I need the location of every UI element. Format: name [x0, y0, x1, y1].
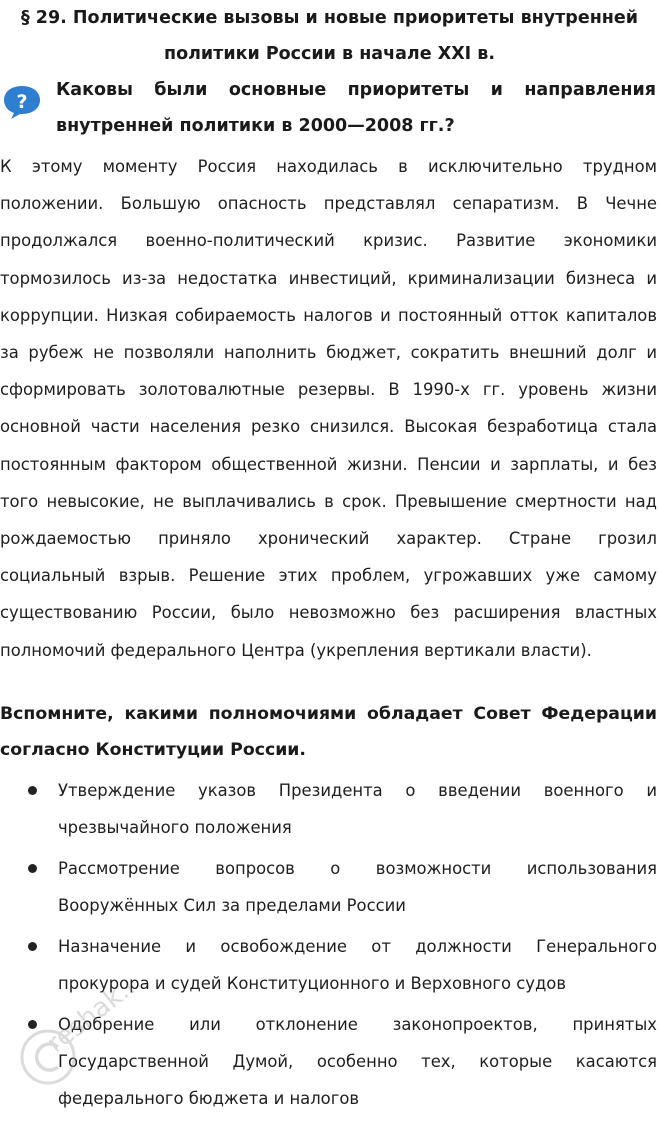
- bullet-icon: [28, 786, 37, 795]
- question-heading: Каковы были основные приоритеты и направления внутренней политики в 2000—2008 гг.?: [56, 80, 656, 136]
- watermark: [14, 985, 149, 1095]
- question-icon: [2, 84, 42, 120]
- watermark-text: reshak.ru: [41, 985, 149, 1060]
- recall-task: Вспомните, какими полномочиями обладает Совет Федерации согласно Конституции России.: [0, 704, 657, 760]
- section-title: [0, 0, 659, 72]
- body-paragraph: К этому моменту Россия находилась в исключительно трудном положении. Большую опасность представлял сепаратизм. В Чечне продолжался военно-политический кризис. Развитие экономики тормозилось из-за недостатка инвестиций, криминализации бизнеса и коррупции. Низкая собираемость налогов и постоянный отток капиталов за рубеж не позволяли наполнить бюджет, сократить внешний долг и сформировать золотовалютные резервы. В 1990-х гг. уровень жизни основной части населения резко снизился. Высокая безработица стала постоянным фактором общественной жизни. Пенсии и зарплаты, и без того невысокие, не выплачивались в срок. Превышение смертности над рождаемостью приняло хронический характер. Стране грозил социальный взрыв. Решение этих проблем, угрожавших уже самому существованию России, было невозможно без расширения властных полномочий федерального Центра (укрепления вертикали власти).: [0, 157, 657, 660]
- bullet-icon: [28, 864, 37, 873]
- section-title-line-1: § 29. Политические вызовы и новые приоритеты внутренней: [20, 8, 639, 28]
- list-item-text: Рассмотрение вопросов о возможности использования Вооружённых Сил за пределами России: [58, 859, 657, 915]
- list-item: [0, 850, 659, 924]
- list-item: [0, 772, 659, 846]
- section-title-line-2: политики России в начале XXI в.: [163, 44, 496, 64]
- bullet-icon: [28, 942, 37, 951]
- svg-text:?: ?: [16, 91, 28, 113]
- list-item-text: Утверждение указов Президента о введении военного и чрезвычайного положения: [58, 781, 657, 837]
- list-item-text: Назначение и освобождение от должности Генерального прокурора и судей Конституционного и Верховного судов: [58, 937, 657, 993]
- list-item-text: Одобрение или отклонение законопроектов, принятых Государственной Думой, особенно тех, которые касаются федерального бюджета и налогов: [58, 1015, 657, 1108]
